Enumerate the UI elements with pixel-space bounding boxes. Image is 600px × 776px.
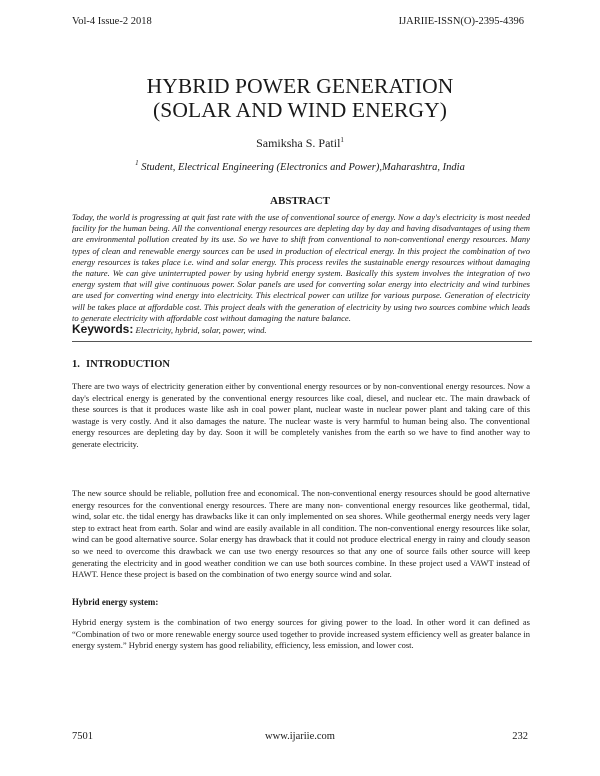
author-affiliation-mark: 1 (340, 136, 344, 144)
abstract-text: Today, the world is progressing at quit fast rate with the use of conventional source of energy. Now a day's electricity is most needed facility for the human being. All the conventional energy resources are depleting day by day and having disadvantages of using them are environmental pollution created by its use. So we have to shift from conventional to non-conventional energy resources. Many types of clean and renewable energy sources can be used in production of electrical energy. In this project the combination of two energy resources is takes place i.e. wind and solar energy. This process reviles the sustainable energy resources without damaging the nature. We can give uninterrupted power by using hybrid energy system. Basically this system involves the integration of two energy system that will give continuous power. Solar panels are used for converting solar energy into electricity and wind turbines are used for converting wind energy into electricity. This electrical power can utilize for various purpose. Generation of electricity will be takes place at affordable cost. This project deals with the generation of electricity by using two sources combine which leads to generate electricity with affordable cost without damaging the nature balance. (72, 212, 530, 323)
author (0, 136, 600, 151)
keywords-label: Keywords: (72, 322, 134, 336)
section-divider (72, 341, 532, 342)
intro-paragraph-2: The new source should be reliable, pollution free and economical. The non-conventional energy resources should be good alternative energy resources for the conventional energy resources. There are many non- conventional energy resources like geothermal, tidal, wind, solar etc. the tidal energy has drawbacks like it can only implemented on sea shores. While geothermal energy needs very lager step to extract heat from earth. Solar and wind are easily available in all condition. The non-conventional energy resources like solar, wind can be good alternative source. Solar energy has drawback that it could not produce electrical energy in rainy and cloudy season so we need to overcome this drawback we can use two energy resources so that any one of source fails other source will keep generating the electricity and in good weather condition we can use both sources combine. In these project used a VAWT instead of HAWT. Hence these project is based on the combination of two energy source wind and solar. (72, 488, 530, 580)
keywords-text: Electricity, hybrid, solar, power, wind. (133, 325, 267, 335)
abstract-heading: ABSTRACT (270, 195, 330, 207)
journal-website: www.ijariie.com (265, 731, 335, 742)
paper-title-line2: (SOLAR AND WIND ENERGY) (153, 98, 447, 122)
page-number: 232 (512, 731, 528, 742)
affiliation-mark: 1 (135, 159, 139, 167)
paper-id: 7501 (72, 731, 93, 742)
section-number: 1. (72, 359, 80, 370)
hybrid-system-paragraph: Hybrid energy system is the combination of two energy sources for giving power to the load. In other word it can defined as “Combination of two or more renewable energy source used together to provide increased system efficiency well as greater balance in energy system.” Hybrid energy system has good reliability, efficiency, less emission, and lower cost. (72, 617, 530, 651)
paper-title-line1: HYBRID POWER GENERATION (146, 74, 454, 98)
journal-volume-issue: Vol-4 Issue-2 2018 (72, 16, 152, 27)
subsection-heading-hybrid-energy-system: Hybrid energy system: (72, 597, 159, 607)
affiliation (0, 159, 600, 173)
intro-paragraph-1: There are two ways of electricity generation either by conventional energy resources or by non-conventional energy resources. Now a day's electrical energy is generated by the conventional energy resources like coal, diesel, and nuclear etc. The main drawback of these sources is that it produces waste like ash in coal power plant, nuclear waste in nuclear power plant and taking care of this wastage is very costly. And it also damages the nature. The nuclear waste is very harmful to human being also. The conventional energy resources are depleting day by day. Soon it will be completely vanishes from the earth so we have to find another way to generate electricity. (72, 381, 530, 449)
section-heading-introduction (72, 359, 170, 370)
journal-issn: IJARIIE-ISSN(O)-2395-4396 (398, 16, 524, 27)
affiliation-text: Student, Electrical Engineering (Electronics and Power),Maharashtra, India (138, 162, 465, 173)
author-name: Samiksha S. Patil (256, 136, 341, 150)
keywords (72, 322, 530, 336)
section-title: INTRODUCTION (86, 359, 171, 370)
